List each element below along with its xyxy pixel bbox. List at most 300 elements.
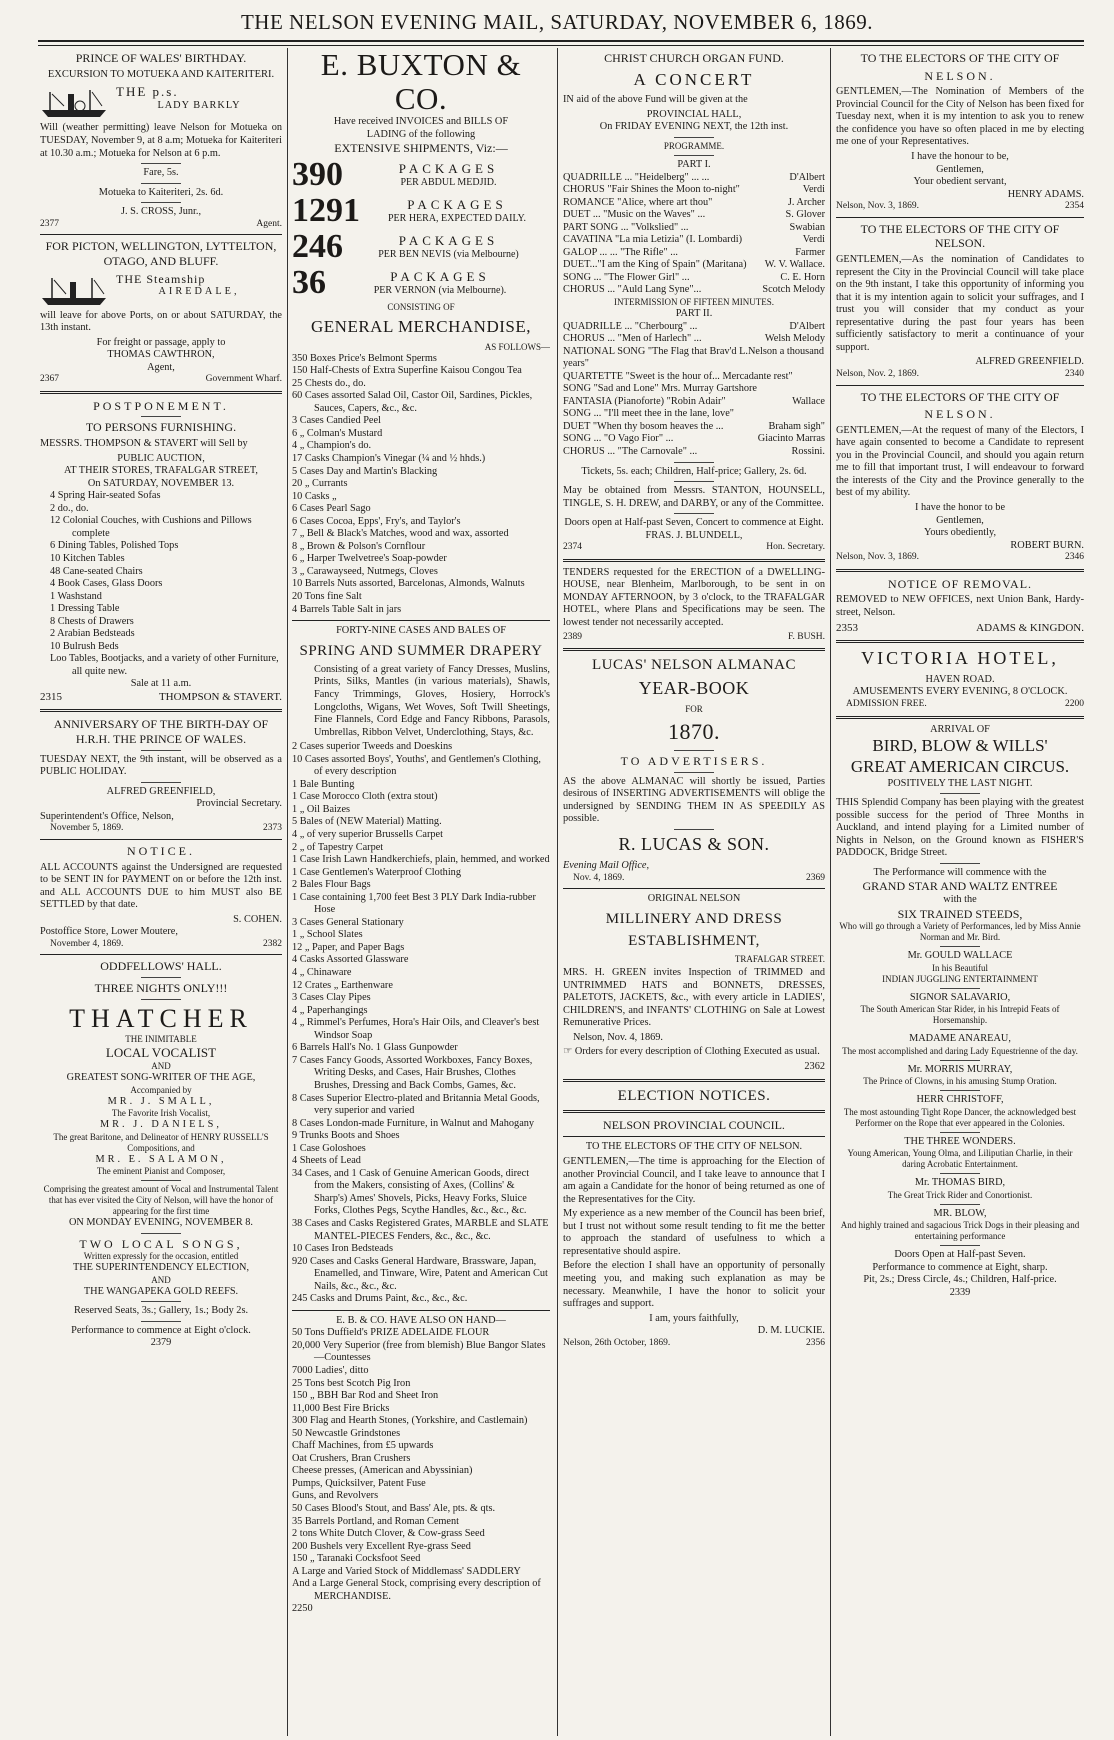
divider: [674, 829, 714, 830]
package-via: PER BEN NEVIS (via Melbourne): [378, 248, 519, 260]
divider: [940, 793, 980, 794]
programme-row: [563, 433, 825, 446]
circus-act: [836, 1204, 1084, 1242]
also-on-hand: E. B. & CO. HAVE ALSO ON HAND—: [336, 1314, 506, 1326]
auction-label: PUBLIC AUCTION,: [117, 452, 205, 464]
act-name: Mr. THOMAS BIRD,: [914, 1177, 1006, 1189]
composer: J. Archer: [787, 196, 825, 208]
act-name: Mr. GOULD WALLACE: [907, 950, 1013, 962]
act-name: Mr. MORRIS MURRAY,: [907, 1063, 1013, 1075]
list-item: 50 Tons Duffield's PRIZE ADELAIDE FLOUR: [292, 1327, 490, 1339]
act-desc: And highly trained and sagacious Trick Dogs in their pleasing and entertaining performance: [840, 1220, 1080, 1242]
piece: NATIONAL SONG "The Flag that Brav'd L.Nelson a thousand years": [563, 345, 825, 370]
bales-title: FORTY-NINE CASES AND BALES OF: [336, 625, 506, 637]
list-item: And a Large General Stock, comprising every description of MERCHANDISE.: [292, 1578, 541, 1602]
list-item: 50 Newcastle Grindstones: [292, 1427, 401, 1439]
orders: [563, 1046, 825, 1059]
piece: QUADRILLE ... "Cherbourg" ...: [563, 320, 698, 332]
obtained: May be obtained from Messrs. STANTON, HOUNSELL, TINGLE, S. H. DREW, and DARBY, or any of the Committee.: [563, 485, 825, 509]
list-item: 2 Cases superior Tweeds and Doeskins: [292, 741, 453, 753]
programme-row: [563, 321, 825, 334]
body-3: Before the election I shall have an opportunity of personally meeting you, and making such explanation as may be necessary. Meanwhile, I have the honor to solicit your suffrages and support.: [563, 1260, 825, 1310]
list-item: Cheese presses, (American and Abyssinian): [292, 1465, 473, 1477]
divider: [292, 1310, 550, 1311]
performer-name: THATCHER: [69, 1003, 253, 1033]
signature: THOMPSON & STAVERT.: [158, 691, 282, 704]
orders-text: Orders for every description of Clothing Executed as usual.: [574, 1046, 820, 1058]
divider: [674, 513, 714, 514]
performer-4: MR. E. SALAMON,: [95, 1153, 227, 1165]
steamship-icon: [40, 84, 110, 120]
list-item: 12 Crates „ Earthenware: [292, 979, 393, 991]
closing-3: Yours obediently,: [923, 527, 997, 539]
buxton-title: E. BUXTON & CO.: [320, 48, 522, 117]
date: Nelson, Nov. 3, 1869.: [836, 201, 920, 212]
masthead-rule: [38, 40, 1084, 46]
merchandise-list: [292, 353, 550, 616]
programme-row: [563, 383, 825, 396]
masthead: THE NELSON EVENING MAIL, SATURDAY, NOVEMBER 6, 1869.: [240, 10, 874, 34]
package-count: 36: [292, 263, 326, 301]
ad-oddfellows: [40, 959, 282, 1350]
grand-entree: GRAND STAR AND WALTZ ENTREE: [862, 879, 1058, 894]
piece: SONG "Sad and Lone" Mrs. Murray Gartshore: [563, 383, 758, 395]
list-item: 60 Cases assorted Salad Oil, Castor Oil, Sardines, Pickles, Sauces, Capers, &c., &c.: [292, 390, 533, 414]
date: Nelson, Nov. 2, 1869.: [836, 368, 920, 379]
divider: [563, 1110, 825, 1113]
section-title: ELECTION NOTICES.: [617, 1087, 771, 1104]
ad-number: 2353: [836, 621, 858, 634]
ad-number: 2354: [1065, 201, 1084, 212]
list-item: 245 Casks and Drums Paint, &c., &c., &c.: [292, 1293, 468, 1305]
circus-act: [836, 988, 1084, 1026]
list-item: 12 „ Paper, and Paper Bags: [292, 941, 405, 953]
divider: [141, 999, 181, 1000]
act-name: HERR CHRISTOFF,: [916, 1094, 1004, 1106]
divider: [141, 782, 181, 783]
piece: ROMANCE "Alice, where art thou": [563, 196, 713, 208]
composer: Swabian: [789, 221, 825, 233]
divider: [940, 1245, 980, 1246]
list-item: 4 Barrels Table Salt in jars: [292, 603, 402, 615]
also-list: [292, 1327, 550, 1603]
buxton-intro-3: EXTENSIVE SHIPMENTS, Viz:—: [334, 141, 508, 156]
list-item: 7 Cases Fancy Goods, Assorted Workboxes, Fancy Boxes, Writing Desks, and Cases, Hair Brushes, Clothes Brushes, Dressing and Back Combs, Games, &c.: [292, 1054, 533, 1091]
act-name: SIGNOR SALAVARIO,: [909, 991, 1011, 1003]
ad-prince-birthday: [40, 51, 282, 230]
almanac-year: 1870.: [668, 719, 720, 745]
act-desc: The South American Star Rider, in his Intrepid Feats of Horsemanship.: [860, 1004, 1060, 1026]
list-item: 7 „ Bell & Black's Matches, wood and wax, assorted: [292, 528, 509, 540]
steeds-desc: Who will go through a Variety of Performances, led by Miss Annie Norman and Mr. Bird.: [839, 921, 1081, 943]
date: Nelson, Nov. 3, 1869.: [836, 552, 920, 563]
list-item: 6 Barrels Hall's No. 1 Glass Gunpowder: [292, 1042, 458, 1054]
list-item: 4 „ Champion's do.: [292, 440, 372, 452]
list-item: 1 Case Goloshoes: [292, 1142, 366, 1154]
ad-number: 2367: [40, 374, 59, 385]
list-item: 1 Bale Bunting: [292, 778, 355, 790]
signature: F. BUSH.: [788, 631, 825, 642]
list-item: 4 „ of very superior Brussells Carpet: [292, 829, 443, 841]
divider: [40, 709, 282, 712]
list-item: 25 Tons best Scotch Pig Iron: [292, 1377, 411, 1389]
act-desc: In his Beautiful: [932, 962, 988, 973]
composer: Braham sigh": [768, 420, 825, 432]
column-3: [563, 48, 825, 1736]
part-1-label: PART I.: [677, 158, 711, 170]
ad-title: TO THE ELECTORS OF THE CITY OF NELSON.: [860, 221, 1060, 251]
composer: S. Glover: [785, 209, 825, 221]
ad-subtitle: EXCURSION TO MOTUEKA AND KAITERITERI.: [47, 68, 275, 80]
package-word: PACKAGES: [398, 232, 499, 248]
ad-removal: [836, 577, 1084, 635]
part-2-label: PART II.: [675, 307, 713, 319]
column-rule: [557, 48, 558, 1736]
amusements: AMUSEMENTS EVERY EVENING, 8 O'CLOCK.: [852, 686, 1068, 698]
agent-label: Agent,: [147, 361, 175, 373]
election-notices: [563, 1087, 825, 1350]
drapery-title: SPRING AND SUMMER DRAPERY: [299, 642, 543, 659]
ad-body: Comprising the greatest amount of Vocal and Instrumental Talent that has ever visited the City of Nelson, will have the honor of appearing for the first time: [43, 1184, 279, 1217]
songs: TWO LOCAL SONGS,: [79, 1236, 243, 1251]
ad-title: ANNIVERSARY OF THE BIRTH-DAY OF H.R.H. THE PRINCE OF WALES.: [53, 717, 269, 747]
auction-date: On SATURDAY, NOVEMBER 13.: [87, 477, 235, 489]
act-desc: The most accomplished and daring Lady Equestrienne of the day.: [842, 1045, 1078, 1056]
ad-subtitle: TO PERSONS FURNISHING.: [85, 420, 237, 435]
composer: Verdi: [802, 234, 825, 246]
divider: [836, 640, 1084, 643]
seat-prices: Reserved Seats, 3s.; Gallery, 1s.; Body 2s.: [73, 1305, 249, 1317]
date: Nov. 4, 1869.: [573, 872, 625, 883]
package-via: PER ABDUL MEDJID.: [400, 176, 497, 188]
date: November 4, 1869.: [50, 938, 124, 949]
package-text: [347, 233, 550, 261]
performer-2-desc: The Favorite Irish Vocalist,: [111, 1108, 211, 1119]
ad-number: 2362: [804, 1061, 825, 1073]
programme-row: [563, 259, 825, 272]
list-item: 4 Sheets of Lead: [292, 1155, 361, 1167]
programme-part-2: [563, 321, 825, 459]
programme-row: [563, 172, 825, 185]
signature-title: Hon. Secretary.: [766, 542, 825, 553]
programme-row: [563, 184, 825, 197]
ad-number: 2356: [806, 1337, 825, 1348]
to-advertisers: TO ADVERTISERS.: [620, 754, 768, 769]
piece: FANTASIA (Pianoforte) "Robin Adair": [563, 395, 726, 407]
hall: PROVINCIAL HALL,: [646, 108, 742, 120]
list-item: 25 Chests do., do.: [292, 377, 366, 389]
signature: ALFRED GREENFIELD.: [975, 356, 1084, 368]
divider: [40, 234, 282, 235]
divider: [940, 1029, 980, 1030]
divider: [940, 988, 980, 989]
event-date: ON MONDAY EVENING, NOVEMBER 8.: [68, 1217, 253, 1229]
act-desc: The most astounding Tight Rope Dancer, the acknowledged best Performer on the Rope that ever appeared in the Colonies.: [843, 1106, 1077, 1128]
ad-anniversary: [40, 717, 282, 835]
closing-2: Gentlemen,: [936, 514, 984, 526]
list-item: Chaff Machines, from £5 upwards: [292, 1440, 434, 1452]
city: NELSON.: [924, 407, 996, 422]
package-row: [292, 263, 550, 301]
list-item: 2 Arabian Bedsteads: [50, 628, 135, 640]
list-item: 10 Cases Iron Bedsteads: [292, 1243, 393, 1255]
circus-title-2: GREAT AMERICAN CIRCUS.: [850, 756, 1070, 776]
list-item: 6 „ Colman's Mustard: [292, 427, 383, 439]
date: Nelson, 26th October, 1869.: [563, 1337, 671, 1348]
ad-body: GENTLEMEN,—As the nomination of Candidates to represent the City in the Provincial Council will take place on the 9th instant, I take this opportunity of informing you that it is my intention again to solicit your suffrages, and I trust you will consider that my conduct as your representative during the past four years has been sufficiently satisfactory to merit a continuance of your support.: [836, 254, 1084, 353]
ad-number: 2382: [263, 938, 282, 949]
composer: Scotch Melody: [762, 284, 825, 296]
freight-line: For freight or passage, apply to: [96, 336, 226, 348]
divider: [141, 1301, 181, 1302]
circus-acts: [836, 946, 1084, 1242]
fare: Fare, 5s.: [143, 167, 179, 179]
list-item: 4 Spring Hair-seated Sofas: [50, 490, 161, 502]
divider: [40, 839, 282, 840]
act-name: THE THREE WONDERS.: [904, 1135, 1016, 1147]
composer: W. V. Wallace.: [764, 259, 825, 271]
divider: [141, 183, 181, 184]
programme-row: [563, 333, 825, 346]
ad-number: 2377: [40, 218, 59, 229]
list-item: 4 Casks Assorted Glassware: [292, 954, 409, 966]
list-item: 6 „ Harper Twelvetree's Soap-powder: [292, 553, 447, 565]
ad-adams: [836, 51, 1084, 213]
divider: [674, 137, 714, 138]
performance-time: Performance to commence at Eight o'clock.: [71, 1324, 251, 1336]
list-item: 8 Chests of Drawers: [50, 615, 134, 627]
list-item: 34 Cases, and 1 Cask of Genuine American Goods, direct from the Makers, consisting of Axes, (Collins' & Sharp's) Ames' Shovels, Picks, Heavy Forks, Sluice Forks, Clothes Pegs, Scythe Handles, &c., &c., &c.: [292, 1167, 530, 1217]
to-electors: TO THE ELECTORS OF THE CITY OF NELSON.: [585, 1141, 803, 1153]
package-row: [292, 155, 550, 193]
auction-place: AT THEIR STORES, TRAFALGAR STREET,: [64, 465, 258, 477]
drapery-desc: Consisting of a great variety of Fancy Dresses, Muslins, Prints, Silks, Mantles (in various materials), Shawls, Fancy Trimmings, Gloves, Hosiery, Horrock's Longcloths, Wigans, Wet Woves, Soft Twill Sheetings, Fine Flannels, Cord Edge and Fancy Ribbons, Parasols, Umbrellas, Ribbon Velvet, Underclothing, Stays, &c.: [314, 663, 550, 738]
act-desc: The Prince of Clowns, in his amusing Stump Oration.: [863, 1076, 1057, 1087]
list-item: 35 Barrels Portland, and Roman Cement: [292, 1515, 460, 1527]
piece: CHORUS ... "The Carnovale" ...: [563, 445, 698, 457]
office: Superintendent's Office, Nelson,: [40, 810, 174, 822]
list-item: 300 Flag and Hearth Stones, (Yorkshire, and Castlemain): [292, 1415, 528, 1427]
list-item: 2 Bales Flour Bags: [292, 879, 371, 891]
ad-postponement: [40, 399, 282, 705]
package-text: [347, 161, 550, 189]
divider: [674, 481, 714, 482]
merchandise-title: GENERAL MERCHANDISE,: [311, 316, 531, 336]
programme-label: PROGRAMME.: [663, 141, 725, 151]
list-item: 8 Cases Superior Electro-plated and Britannia Metal Goods, very superior and varied: [292, 1092, 540, 1117]
act-name: MADAME ANAREAU,: [909, 1033, 1011, 1045]
ad-body: TUESDAY NEXT, the 9th instant, will be observed as a PUBLIC HOLIDAY.: [40, 753, 282, 778]
divider: [836, 569, 1084, 572]
piece: CHORUS ... "Auld Lang Syne"...: [563, 284, 702, 296]
list-item: Pumps, Quicksilver, Patent Fuse: [292, 1477, 426, 1489]
divider: [940, 863, 980, 864]
ad-notice-cohen: [40, 844, 282, 950]
divider: [141, 1233, 181, 1234]
list-item: 8 Cases London-made Furniture, in Walnut and Mahogany: [292, 1117, 535, 1129]
ad-body: MRS. H. GREEN invites Inspection of TRIMMED and UNTRIMMED HATS and BONNETS, DRESSES, PALETOTS, JACKETS, &c., with every article in LADIES', CHILDREN'S, and INFANTS' CLOTHING on Sale at Lowest Remunerative Prices.: [563, 967, 825, 1029]
package-count: 390: [292, 155, 343, 193]
list-item: A Large and Varied Stock of Middlemass' SADDLERY: [292, 1565, 521, 1577]
list-item: 200 Bushels very Excellent Rye-grass Seed: [292, 1540, 471, 1552]
package-text: [364, 197, 550, 225]
composer: D'Albert: [789, 171, 825, 183]
programme-row: [563, 408, 825, 421]
intermission: INTERMISSION OF FIFTEEN MINUTES.: [613, 296, 774, 307]
date: November 5, 1869.: [50, 823, 124, 834]
composer: C. E. Horn: [780, 271, 825, 283]
doors: Doors Open at Half-past Seven.: [894, 1249, 1026, 1261]
for-label: FOR: [685, 704, 703, 715]
package-via: PER HERA, EXPECTED DAILY.: [388, 212, 526, 224]
list-item: 4 „ Paperhangings: [292, 1004, 368, 1016]
circus-act: [836, 1132, 1084, 1170]
song-1: THE SUPERINTENDENCY ELECTION,: [72, 1262, 250, 1274]
piece: DUET "When thy bosom heaves the ...: [563, 420, 724, 432]
list-item: 4 Book Cases, Glass Doors: [50, 578, 163, 590]
circus-act: [836, 946, 1084, 984]
ad-victoria-hotel: [836, 648, 1084, 711]
office: Evening Mail Office,: [563, 859, 650, 871]
list-item: 20,000 Very Superior (free from blemish) Blue Bangor Slates—Countesses: [292, 1339, 546, 1364]
column-4: [836, 48, 1084, 1736]
ad-number: 2374: [563, 542, 582, 553]
date: Nelson, Nov. 4, 1869.: [573, 1031, 663, 1043]
ad-number: 2250: [292, 1603, 313, 1615]
signature-title: Provincial Secretary.: [196, 798, 282, 810]
list-item: Guns, and Revolvers: [292, 1490, 379, 1502]
composer: Verdi: [802, 184, 825, 196]
street: TRAFALGAR STREET.: [734, 954, 825, 965]
list-item: 50 Cases Blood's Stout, and Bass' Ale, pts. & qts.: [292, 1503, 496, 1514]
piece: DUET ... "Music on the Waves" ...: [563, 209, 706, 221]
list-item: 1 Case Irish Lawn Handkerchiefs, plain, hemmed, and worked: [292, 854, 550, 866]
ad-number: 2369: [806, 872, 825, 883]
list-item: 1 „ School Slates: [292, 929, 363, 941]
closing-1: I have the honour to be,: [911, 150, 1009, 162]
programme-row: [563, 371, 825, 384]
piece: CHORUS "Fair Shines the Moon to-night": [563, 184, 740, 196]
divider: [836, 716, 1084, 719]
programme-row: [563, 446, 825, 459]
divider: [674, 462, 714, 463]
ad-number: 2346: [1065, 552, 1084, 563]
city: NELSON.: [924, 68, 996, 83]
list-item: 1 Case containing 1,700 feet Best 3 PLY Dark India-rubber Hose: [292, 891, 536, 916]
prices: Pit, 2s.; Dress Circle, 4s.; Children, Half-price.: [863, 1274, 1057, 1286]
column-2: [292, 48, 550, 1736]
millinery-title: MILLINERY AND DRESS: [605, 910, 783, 927]
steeds: SIX TRAINED STEEDS,: [897, 906, 1023, 921]
divider: [940, 1060, 980, 1061]
programme-row: [563, 234, 825, 247]
closing-3: Your obedient servant,: [913, 176, 1007, 188]
ad-greenfield: [836, 222, 1084, 381]
address: Postoffice Store, Lower Moutere,: [40, 926, 178, 938]
ad-millinery: [563, 893, 825, 1073]
act-desc: The Great Trick Rider and Conortionist.: [887, 1189, 1033, 1200]
composer: D'Albert: [789, 320, 825, 332]
hotel-title: VICTORIA HOTEL,: [861, 647, 1059, 668]
list-item: 38 Cases and Casks Registered Grates, MARBLE and SLATE MANTEL-PIECES Fenders, &c., &c., &c.: [292, 1217, 549, 1242]
list-item: 2 „ of Tapestry Carpet: [292, 841, 384, 853]
divider: [141, 750, 181, 751]
ad-body: TENDERS requested for the ERECTION of a DWELLING-HOUSE, near Blenheim, Marlborough, to be sent in on MONDAY AFTERNOON, by 3 o'clock, to the TRAFALGAR HOTEL, where Plans and Specifications may be seen. The lowest tender not necessarily accepted.: [563, 566, 825, 629]
list-item: 10 Bulrush Beds: [50, 640, 119, 652]
ad-body: REMOVED to NEW OFFICES, next Union Bank, Hardy-street, Nelson.: [836, 594, 1084, 618]
hotel-road: HAVEN ROAD.: [925, 673, 995, 685]
divider: [836, 385, 1084, 386]
list-item: 3 Cases Candied Peel: [292, 415, 381, 427]
list-item: 150 Half-Chests of Extra Superfine Kaisou Congou Tea: [292, 365, 522, 377]
circus-title-1: BIRD, BLOW & WILLS': [872, 736, 1048, 756]
list-item: 5 Cases Day and Martin's Blacking: [292, 465, 438, 477]
divider: [563, 1079, 825, 1082]
divider: [563, 559, 825, 562]
circus-act: [836, 1090, 1084, 1128]
package-count: 1291: [292, 191, 360, 229]
package-via: PER VERNON (via Melbourne).: [373, 284, 507, 296]
council-title: NELSON PROVINCIAL COUNCIL.: [603, 1117, 785, 1132]
ad-body: ALL ACCOUNTS against the Undersigned are requested to be SENT IN for PAYMENT on or before the 12th inst. and ALL ACCOUNTS DUE to him MUST also BE SETTLED by that date.: [40, 861, 282, 911]
list-item: 3 Cases General Stationary: [292, 916, 404, 928]
ad-body: GENTLEMEN,—At the request of many of the Electors, I have again consented to become a Candidate to represent you in the Provincial Council, and should you again return me to fill that important trust, I will endeavour to forward the interests of the City and the Province generally to the best of my ability.: [836, 424, 1084, 499]
admission: ADMISSION FREE.: [846, 698, 927, 709]
list-item: 4 „ Chinaware: [292, 967, 352, 979]
signature: D. M. LUCKIE.: [757, 1325, 825, 1337]
agent-name: J. S. CROSS, Junr.,: [120, 206, 202, 218]
signature: R. LUCAS & SON.: [618, 834, 770, 854]
list-item: 2 tons White Dutch Clover, & Cow-grass Seed: [292, 1528, 485, 1540]
drapery-list: [292, 741, 550, 1306]
programme-row: [563, 209, 825, 222]
tickets: Tickets, 5s. each; Children, Half-price; Gallery, 2s. 6d.: [581, 465, 807, 477]
as-follows: AS FOLLOWS—: [484, 341, 550, 352]
ad-body: will leave for above Ports, on or about SATURDAY, the 13th instant.: [40, 309, 282, 334]
closing-2: Gentlemen,: [936, 163, 984, 175]
greatest: GREATEST SONG-WRITER OF THE AGE,: [66, 1072, 256, 1084]
programme-row: [563, 197, 825, 210]
act-desc: INDIAN JUGGLING ENTERTAINMENT: [882, 973, 1038, 984]
programme-row: [563, 421, 825, 434]
package-word: PACKAGES: [398, 160, 499, 176]
piece: SONG ... "I'll meet thee in the lane, love": [563, 408, 734, 420]
list-item: 8 „ Brown & Polson's Cornflour: [292, 540, 426, 552]
list-item: 150 „ Taranaki Cocksfoot Seed: [292, 1553, 421, 1565]
package-row: [292, 191, 550, 229]
ship-intro: THE p.s.: [116, 84, 179, 100]
ad-body: GENTLEMEN,—The Nomination of Members of the Provincial Council for the City of Nelson has been fixed for Tuesday next, when it is my intention to ask you to renew the confidence you have so often placed in me by electing me one of your Representatives.: [836, 86, 1084, 148]
year-book: YEAR-BOOK: [638, 678, 750, 699]
list-item: 10 Barrels Nuts assorted, Barcelonas, Almonds, Walnuts: [292, 578, 525, 590]
piece: CAVATINA "La mia Letizia" (I. Lombardi): [563, 234, 743, 246]
package-word: PACKAGES: [390, 268, 490, 284]
list-item: 3 „ Carawayseed, Nutmegs, Cloves: [292, 565, 438, 577]
ad-number: 2200: [1065, 698, 1084, 709]
inimitable: THE INIMITABLE: [125, 1034, 197, 1045]
divider: [836, 217, 1084, 218]
signature: S. COHEN.: [233, 913, 282, 925]
almanac-title: LUCAS' NELSON ALMANAC: [591, 657, 797, 674]
list-item: 7000 Ladies', ditto: [292, 1364, 369, 1376]
piece: QUARTETTE "Sweet is the hour of... Mercadante rest": [563, 370, 793, 382]
list-item: 48 Cane-seated Chairs: [50, 565, 143, 577]
list-item: 6 Cases Cocoa, Epps', Fry's, and Taylor's: [292, 515, 461, 527]
package-count: 246: [292, 227, 343, 265]
divider: [40, 391, 282, 394]
divider: [563, 648, 825, 651]
divider: [141, 202, 181, 203]
